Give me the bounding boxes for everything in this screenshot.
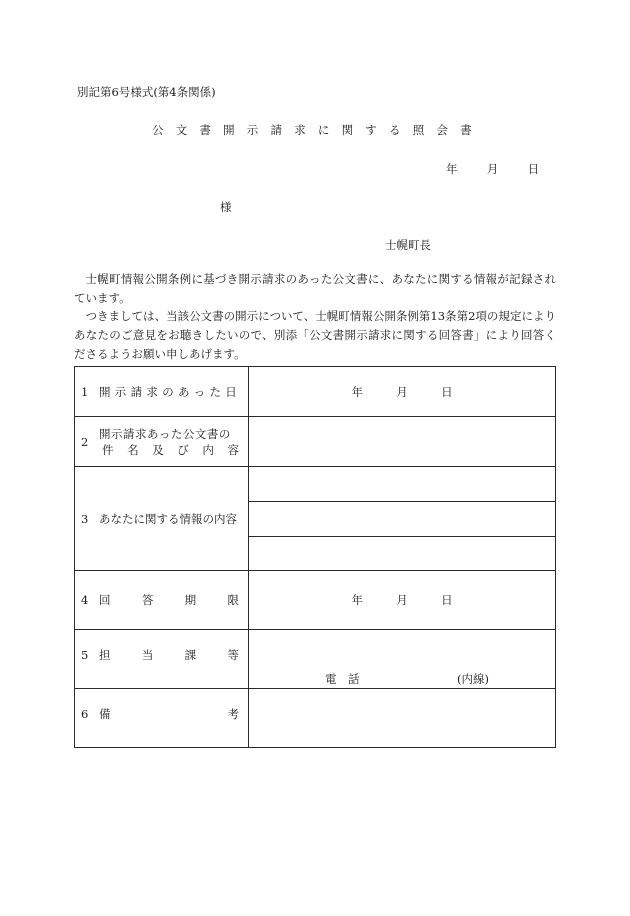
label-char: 件: [102, 442, 114, 457]
label-cell: [75, 689, 249, 748]
department-label: [99, 647, 248, 663]
remarks-label: [99, 706, 248, 722]
row-number: 3: [81, 511, 89, 526]
month-label: 月: [396, 593, 408, 607]
label-char: 回: [99, 593, 111, 607]
label-char: び: [177, 442, 189, 457]
inquiry-form-table: [74, 366, 556, 748]
label-char: 担: [99, 648, 111, 662]
document-label-line1: 開示請求あった公文書の: [99, 426, 231, 441]
label-char: 等: [227, 648, 239, 662]
remarks-field[interactable]: [249, 689, 556, 748]
personal-info-field-1[interactable]: [249, 467, 556, 502]
label-char: 課: [184, 648, 197, 662]
request-date-label: 開示請求のあった日: [99, 384, 242, 399]
personal-info-field-2[interactable]: [249, 502, 556, 537]
label-char: 及: [152, 442, 164, 457]
row-number: 2: [81, 434, 89, 449]
personal-info-label: あなたに関する情報の内容: [99, 511, 237, 526]
label-char: 内: [202, 442, 214, 457]
table-row: [75, 467, 556, 502]
department-field[interactable]: [249, 630, 556, 689]
document-label-line2: [99, 442, 242, 458]
phone-label: 電 話: [325, 672, 360, 686]
year-label: 年: [351, 593, 363, 607]
label-cell: [75, 630, 249, 689]
intro-paragraph: 士幌町情報公開条例に基づき開示請求のあった公文書に、あなたに関する情報が記録されています。: [74, 272, 556, 305]
sender-name: 士幌町長: [385, 238, 431, 252]
extension-label: (内線): [457, 672, 489, 686]
personal-info-field-3[interactable]: [249, 537, 556, 571]
label-cell: [75, 417, 249, 467]
year-label: 年: [446, 162, 458, 176]
day-label: 日: [441, 384, 453, 399]
request-date-field[interactable]: [249, 367, 556, 417]
row-number: 4: [81, 593, 89, 607]
month-label: 月: [486, 162, 499, 176]
label-cell: [75, 367, 249, 417]
month-label: 月: [396, 384, 408, 399]
day-label: 日: [441, 593, 453, 607]
label-cell: [75, 467, 249, 571]
deadline-field[interactable]: [249, 571, 556, 630]
day-label: 日: [527, 162, 540, 176]
label-char: 限: [227, 593, 239, 607]
row-number: 6: [81, 707, 89, 721]
label-char: 期: [184, 593, 197, 607]
document-title-field[interactable]: [249, 417, 556, 467]
label-char: 答: [141, 593, 154, 607]
table-row: [75, 689, 556, 748]
table-row: [75, 571, 556, 630]
table-row: [75, 630, 556, 689]
label-char: 当: [141, 648, 154, 662]
request-paragraph: つきましては、当該公文書の開示について、士幌町情報公開条例第13条第2項の規定によりあなたのご意見をお聴きしたいので、別添「公文書開示請求に関する回答書」により回答くださるようお願い申しあげます。: [74, 309, 556, 361]
label-char: 備: [99, 707, 111, 721]
deadline-label: [99, 592, 248, 608]
row-number: 5: [81, 648, 89, 662]
row-number: 1: [81, 384, 89, 399]
label-char: 考: [227, 707, 239, 721]
issue-date-line: [446, 161, 539, 177]
table-row: [75, 367, 556, 417]
table-row: [75, 417, 556, 467]
document-title: 公文書開示請求に関する照会書: [152, 123, 484, 137]
form-number-label: 別記第6号様式(第4条関係): [77, 85, 216, 99]
addressee-honorific: 様: [220, 200, 232, 214]
label-char: 名: [127, 442, 139, 457]
year-label: 年: [351, 384, 363, 399]
label-char: 容: [227, 442, 239, 457]
label-cell: [75, 571, 249, 630]
